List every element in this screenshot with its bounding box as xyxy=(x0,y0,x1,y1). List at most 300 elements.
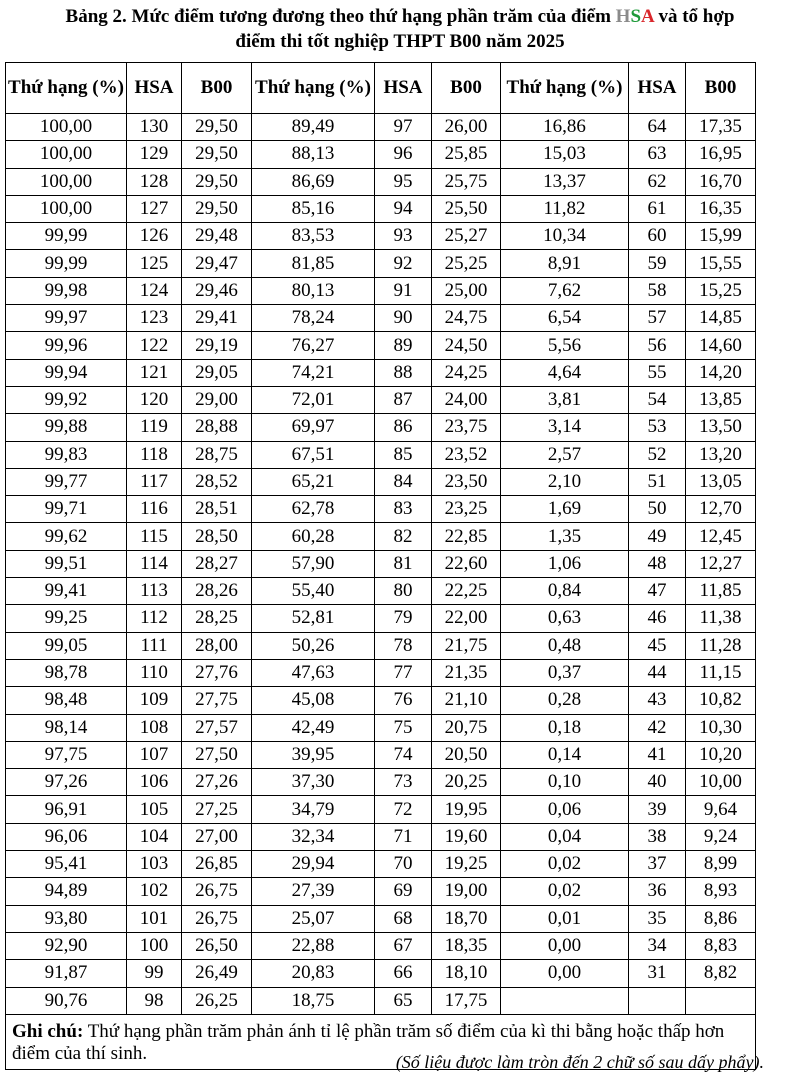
table-cell: 122 xyxy=(127,332,182,359)
table-cell: 100 xyxy=(127,932,182,959)
table-cell: 96 xyxy=(375,141,432,168)
table-row xyxy=(6,878,756,905)
table-cell: 40 xyxy=(629,769,686,796)
table-cell: 24,00 xyxy=(432,386,501,413)
table-cell: 6,54 xyxy=(501,305,629,332)
table-cell: 57 xyxy=(629,305,686,332)
table-cell: 18,10 xyxy=(432,960,501,987)
table-cell: 55,40 xyxy=(252,578,375,605)
table-cell: 26,25 xyxy=(182,987,252,1014)
table-cell: 27,75 xyxy=(182,687,252,714)
table-cell: 94,89 xyxy=(6,878,127,905)
table-cell: 1,06 xyxy=(501,550,629,577)
table-cell: 90,76 xyxy=(6,987,127,1014)
table-cell: 58 xyxy=(629,277,686,304)
table-cell: 28,00 xyxy=(182,632,252,659)
table-cell: 119 xyxy=(127,414,182,441)
table-cell: 57,90 xyxy=(252,550,375,577)
column-header: Thứ hạng (%) xyxy=(6,63,127,114)
table-row xyxy=(6,195,756,222)
table-row xyxy=(6,960,756,987)
table-cell: 2,57 xyxy=(501,441,629,468)
table-cell: 99,51 xyxy=(6,550,127,577)
table-cell: 19,25 xyxy=(432,851,501,878)
table-cell: 0,37 xyxy=(501,659,629,686)
table-cell: 0,48 xyxy=(501,632,629,659)
table-cell: 62 xyxy=(629,168,686,195)
table-cell: 22,25 xyxy=(432,578,501,605)
table-cell: 26,75 xyxy=(182,878,252,905)
table-cell: 79 xyxy=(375,605,432,632)
table-cell: 99,62 xyxy=(6,523,127,550)
table-cell: 128 xyxy=(127,168,182,195)
table-cell: 129 xyxy=(127,141,182,168)
table-cell: 26,85 xyxy=(182,851,252,878)
table-row xyxy=(6,468,756,495)
table-cell: 22,60 xyxy=(432,550,501,577)
table-cell: 27,76 xyxy=(182,659,252,686)
table-cell: 98,14 xyxy=(6,714,127,741)
title-text-end: và tổ hợp xyxy=(653,6,735,27)
table-cell: 69 xyxy=(375,878,432,905)
note-text: Thứ hạng phần trăm phản ánh tỉ lệ phần trăm số điểm của kì thi bằng hoặc thấp hơn điểm của thí sinh. xyxy=(12,1020,725,1064)
table-row xyxy=(6,277,756,304)
table-cell: 108 xyxy=(127,714,182,741)
table-cell: 88,13 xyxy=(252,141,375,168)
table-cell: 99,96 xyxy=(6,332,127,359)
table-cell: 83,53 xyxy=(252,223,375,250)
table-cell: 84 xyxy=(375,468,432,495)
table-row xyxy=(6,305,756,332)
table-cell: 27,25 xyxy=(182,796,252,823)
note-label: Ghi chú: xyxy=(12,1020,84,1042)
table-cell: 0,14 xyxy=(501,741,629,768)
table-cell: 78 xyxy=(375,632,432,659)
table-cell: 67 xyxy=(375,932,432,959)
table-cell: 66 xyxy=(375,960,432,987)
table-cell: 29,94 xyxy=(252,851,375,878)
table-cell: 42 xyxy=(629,714,686,741)
table-cell: 76,27 xyxy=(252,332,375,359)
table-cell: 103 xyxy=(127,851,182,878)
table-cell: 37 xyxy=(629,851,686,878)
table-row xyxy=(6,659,756,686)
table-cell: 14,20 xyxy=(686,359,756,386)
table-cell: 5,56 xyxy=(501,332,629,359)
column-header: Thứ hạng (%) xyxy=(252,63,375,114)
table-row xyxy=(6,578,756,605)
table-cell: 130 xyxy=(127,114,182,141)
table-cell: 25,25 xyxy=(432,250,501,277)
table-cell: 8,83 xyxy=(686,932,756,959)
table-cell: 28,52 xyxy=(182,468,252,495)
table-cell: 23,52 xyxy=(432,441,501,468)
table-cell: 32,34 xyxy=(252,823,375,850)
table-cell: 74,21 xyxy=(252,359,375,386)
table-cell: 59 xyxy=(629,250,686,277)
table-row xyxy=(6,441,756,468)
table-row xyxy=(6,114,756,141)
table-cell: 44 xyxy=(629,659,686,686)
table-cell: 10,82 xyxy=(686,687,756,714)
table-cell: 99,25 xyxy=(6,605,127,632)
table-cell: 82 xyxy=(375,523,432,550)
table-cell: 113 xyxy=(127,578,182,605)
table-cell: 28,75 xyxy=(182,441,252,468)
table-cell: 0,00 xyxy=(501,960,629,987)
table-cell: 25,50 xyxy=(432,195,501,222)
table-cell: 15,99 xyxy=(686,223,756,250)
table-row xyxy=(6,769,756,796)
table-cell: 8,93 xyxy=(686,878,756,905)
table-cell: 23,75 xyxy=(432,414,501,441)
table-cell: 89,49 xyxy=(252,114,375,141)
table-row xyxy=(6,796,756,823)
table-cell: 91 xyxy=(375,277,432,304)
table-cell: 52 xyxy=(629,441,686,468)
title-letter-s: S xyxy=(630,6,642,27)
table-cell: 16,95 xyxy=(686,141,756,168)
table-cell: 121 xyxy=(127,359,182,386)
table-cell: 28,50 xyxy=(182,523,252,550)
table-cell: 120 xyxy=(127,386,182,413)
table-cell: 29,46 xyxy=(182,277,252,304)
table-cell: 94 xyxy=(375,195,432,222)
table-cell: 85,16 xyxy=(252,195,375,222)
table-cell: 10,20 xyxy=(686,741,756,768)
table-cell: 16,35 xyxy=(686,195,756,222)
table-cell: 17,35 xyxy=(686,114,756,141)
table-cell: 37,30 xyxy=(252,769,375,796)
table-title xyxy=(0,4,800,54)
table-row xyxy=(6,332,756,359)
table-cell: 13,50 xyxy=(686,414,756,441)
table-cell: 93 xyxy=(375,223,432,250)
table-row xyxy=(6,605,756,632)
table-cell: 28,26 xyxy=(182,578,252,605)
table-cell: 126 xyxy=(127,223,182,250)
table-cell: 48 xyxy=(629,550,686,577)
table-cell: 27,00 xyxy=(182,823,252,850)
table-row xyxy=(6,987,756,1014)
table-cell: 0,02 xyxy=(501,851,629,878)
table-cell: 95 xyxy=(375,168,432,195)
table-cell: 98 xyxy=(127,987,182,1014)
table-cell: 72,01 xyxy=(252,386,375,413)
table-cell: 26,49 xyxy=(182,960,252,987)
table-cell: 25,07 xyxy=(252,905,375,932)
table-cell: 85 xyxy=(375,441,432,468)
table-cell: 102 xyxy=(127,878,182,905)
table-cell: 11,28 xyxy=(686,632,756,659)
table-cell: 100,00 xyxy=(6,114,127,141)
table-cell: 18,35 xyxy=(432,932,501,959)
table-cell: 28,88 xyxy=(182,414,252,441)
table-cell: 4,64 xyxy=(501,359,629,386)
table-cell: 88 xyxy=(375,359,432,386)
table-cell: 74 xyxy=(375,741,432,768)
table-cell: 21,10 xyxy=(432,687,501,714)
table-cell: 92,90 xyxy=(6,932,127,959)
table-cell: 81,85 xyxy=(252,250,375,277)
table-cell: 29,50 xyxy=(182,168,252,195)
table-cell: 11,38 xyxy=(686,605,756,632)
table-cell: 16,70 xyxy=(686,168,756,195)
table-cell: 26,00 xyxy=(432,114,501,141)
table-cell: 95,41 xyxy=(6,851,127,878)
header-row xyxy=(6,63,756,114)
table-cell: 9,24 xyxy=(686,823,756,850)
table-cell: 99,94 xyxy=(6,359,127,386)
table-cell: 0,63 xyxy=(501,605,629,632)
table-cell: 0,02 xyxy=(501,878,629,905)
table-cell: 18,75 xyxy=(252,987,375,1014)
table-cell: 0,10 xyxy=(501,769,629,796)
table-cell: 0,00 xyxy=(501,932,629,959)
table-cell: 50 xyxy=(629,496,686,523)
table-cell: 29,41 xyxy=(182,305,252,332)
column-header: HSA xyxy=(629,63,686,114)
table-cell: 28,51 xyxy=(182,496,252,523)
table-cell: 110 xyxy=(127,659,182,686)
table-row xyxy=(6,823,756,850)
table-cell: 51 xyxy=(629,468,686,495)
table-cell: 25,75 xyxy=(432,168,501,195)
table-cell: 38 xyxy=(629,823,686,850)
table-cell: 115 xyxy=(127,523,182,550)
table-cell: 22,85 xyxy=(432,523,501,550)
table-cell: 71 xyxy=(375,823,432,850)
table-cell xyxy=(501,987,629,1014)
table-cell: 18,70 xyxy=(432,905,501,932)
table-cell: 99,88 xyxy=(6,414,127,441)
table-cell: 0,18 xyxy=(501,714,629,741)
table-cell: 124 xyxy=(127,277,182,304)
table-cell: 41 xyxy=(629,741,686,768)
table-cell: 25,85 xyxy=(432,141,501,168)
table-cell: 39,95 xyxy=(252,741,375,768)
table-cell: 15,03 xyxy=(501,141,629,168)
table-cell: 97 xyxy=(375,114,432,141)
table-cell: 99,05 xyxy=(6,632,127,659)
table-cell: 65 xyxy=(375,987,432,1014)
table-cell: 8,86 xyxy=(686,905,756,932)
table-cell: 3,81 xyxy=(501,386,629,413)
table-cell: 101 xyxy=(127,905,182,932)
table-cell: 27,39 xyxy=(252,878,375,905)
column-header: B00 xyxy=(182,63,252,114)
table-cell: 34,79 xyxy=(252,796,375,823)
table-cell: 27,50 xyxy=(182,741,252,768)
table-cell: 25,27 xyxy=(432,223,501,250)
table-cell: 29,50 xyxy=(182,114,252,141)
table-cell xyxy=(686,987,756,1014)
table-cell: 76 xyxy=(375,687,432,714)
table-cell: 75 xyxy=(375,714,432,741)
table-cell: 91,87 xyxy=(6,960,127,987)
table-cell: 45 xyxy=(629,632,686,659)
title-letter-a: A xyxy=(641,6,654,27)
table-cell: 9,64 xyxy=(686,796,756,823)
table-cell: 127 xyxy=(127,195,182,222)
table-row xyxy=(6,905,756,932)
table-cell: 106 xyxy=(127,769,182,796)
table-cell: 1,69 xyxy=(501,496,629,523)
table-cell: 92 xyxy=(375,250,432,277)
table-cell: 64 xyxy=(629,114,686,141)
column-header: HSA xyxy=(127,63,182,114)
table-cell: 78,24 xyxy=(252,305,375,332)
table-row xyxy=(6,168,756,195)
table-cell: 100,00 xyxy=(6,195,127,222)
table-cell: 10,30 xyxy=(686,714,756,741)
table-cell: 104 xyxy=(127,823,182,850)
table-cell: 99 xyxy=(127,960,182,987)
table-cell: 0,04 xyxy=(501,823,629,850)
table-cell: 13,20 xyxy=(686,441,756,468)
table-cell: 90 xyxy=(375,305,432,332)
table-cell: 20,75 xyxy=(432,714,501,741)
table-cell: 50,26 xyxy=(252,632,375,659)
table-cell: 73 xyxy=(375,769,432,796)
table-cell: 80,13 xyxy=(252,277,375,304)
table-cell: 24,25 xyxy=(432,359,501,386)
table-cell: 53 xyxy=(629,414,686,441)
table-cell: 63 xyxy=(629,141,686,168)
table-cell: 23,25 xyxy=(432,496,501,523)
table-row xyxy=(6,386,756,413)
table-cell: 45,08 xyxy=(252,687,375,714)
table-cell: 105 xyxy=(127,796,182,823)
table-cell: 97,26 xyxy=(6,769,127,796)
table-cell: 29,50 xyxy=(182,195,252,222)
table-cell: 19,95 xyxy=(432,796,501,823)
table-cell: 12,27 xyxy=(686,550,756,577)
table-cell: 125 xyxy=(127,250,182,277)
table-row xyxy=(6,414,756,441)
table-cell: 99,83 xyxy=(6,441,127,468)
table-cell: 60,28 xyxy=(252,523,375,550)
table-cell: 2,10 xyxy=(501,468,629,495)
table-cell: 46 xyxy=(629,605,686,632)
table-cell: 1,35 xyxy=(501,523,629,550)
table-cell: 123 xyxy=(127,305,182,332)
table-cell: 80 xyxy=(375,578,432,605)
table-cell: 43 xyxy=(629,687,686,714)
table-cell: 117 xyxy=(127,468,182,495)
table-cell: 19,00 xyxy=(432,878,501,905)
table-cell: 0,06 xyxy=(501,796,629,823)
table-cell: 0,84 xyxy=(501,578,629,605)
table-cell: 20,50 xyxy=(432,741,501,768)
table-cell: 99,98 xyxy=(6,277,127,304)
table-cell: 100,00 xyxy=(6,168,127,195)
table-row xyxy=(6,851,756,878)
table-cell: 70 xyxy=(375,851,432,878)
table-cell: 13,37 xyxy=(501,168,629,195)
table-cell: 11,82 xyxy=(501,195,629,222)
table-cell: 10,00 xyxy=(686,769,756,796)
table-cell: 47 xyxy=(629,578,686,605)
table-cell: 112 xyxy=(127,605,182,632)
table-cell: 13,85 xyxy=(686,386,756,413)
table-row xyxy=(6,714,756,741)
table-cell: 29,19 xyxy=(182,332,252,359)
table-cell: 86,69 xyxy=(252,168,375,195)
column-header: Thứ hạng (%) xyxy=(501,63,629,114)
table-cell: 28,25 xyxy=(182,605,252,632)
table-cell: 99,99 xyxy=(6,250,127,277)
table-cell: 111 xyxy=(127,632,182,659)
table-cell: 96,91 xyxy=(6,796,127,823)
table-cell: 27,26 xyxy=(182,769,252,796)
table-cell: 20,25 xyxy=(432,769,501,796)
table-cell: 25,00 xyxy=(432,277,501,304)
table-cell: 24,75 xyxy=(432,305,501,332)
table-cell: 29,00 xyxy=(182,386,252,413)
table-cell: 114 xyxy=(127,550,182,577)
table-row xyxy=(6,496,756,523)
table-cell: 11,15 xyxy=(686,659,756,686)
table-cell: 77 xyxy=(375,659,432,686)
table-row xyxy=(6,250,756,277)
table-cell: 86 xyxy=(375,414,432,441)
table-cell: 96,06 xyxy=(6,823,127,850)
table-cell: 21,75 xyxy=(432,632,501,659)
table-cell: 0,28 xyxy=(501,687,629,714)
table-cell xyxy=(629,987,686,1014)
table-body xyxy=(6,114,756,1070)
table-cell: 22,88 xyxy=(252,932,375,959)
table-cell: 83 xyxy=(375,496,432,523)
table-cell: 98,78 xyxy=(6,659,127,686)
table-cell: 99,71 xyxy=(6,496,127,523)
table-row xyxy=(6,550,756,577)
table-row xyxy=(6,141,756,168)
table-cell: 97,75 xyxy=(6,741,127,768)
table-row xyxy=(6,632,756,659)
table-cell: 54 xyxy=(629,386,686,413)
table-cell: 21,35 xyxy=(432,659,501,686)
table-cell: 29,50 xyxy=(182,141,252,168)
table-cell: 55 xyxy=(629,359,686,386)
table-cell: 35 xyxy=(629,905,686,932)
table-cell: 26,75 xyxy=(182,905,252,932)
table-cell: 99,41 xyxy=(6,578,127,605)
table-cell: 17,75 xyxy=(432,987,501,1014)
table-row xyxy=(6,741,756,768)
table-cell: 28,27 xyxy=(182,550,252,577)
table-cell: 99,77 xyxy=(6,468,127,495)
score-equivalence-table xyxy=(5,62,756,1070)
table-cell: 56 xyxy=(629,332,686,359)
table-cell: 20,83 xyxy=(252,960,375,987)
table-cell: 27,57 xyxy=(182,714,252,741)
table-cell: 0,01 xyxy=(501,905,629,932)
table-cell: 29,47 xyxy=(182,250,252,277)
table-cell: 39 xyxy=(629,796,686,823)
table-cell: 42,49 xyxy=(252,714,375,741)
column-header: HSA xyxy=(375,63,432,114)
table-cell: 68 xyxy=(375,905,432,932)
title-letter-h: H xyxy=(615,6,631,27)
table-cell: 81 xyxy=(375,550,432,577)
table-cell: 29,48 xyxy=(182,223,252,250)
table-cell: 16,86 xyxy=(501,114,629,141)
table-cell: 14,85 xyxy=(686,305,756,332)
table-cell: 31 xyxy=(629,960,686,987)
table-cell: 22,00 xyxy=(432,605,501,632)
